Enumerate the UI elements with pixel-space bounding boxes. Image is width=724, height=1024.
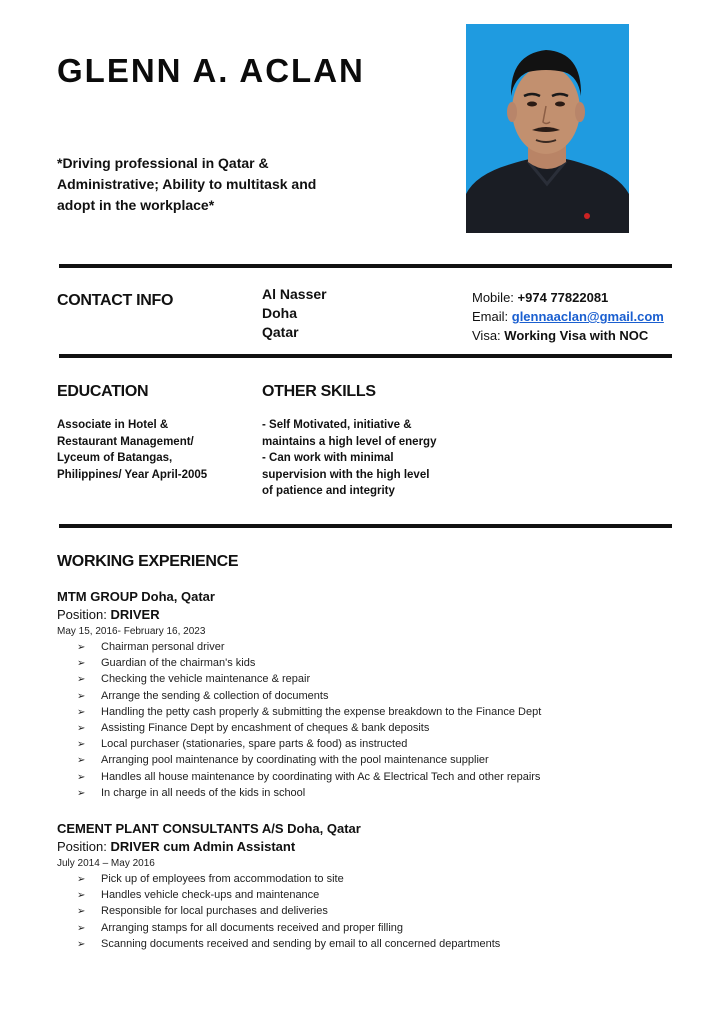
duty-text: Guardian of the chairman's kids [101,657,256,670]
arrow-bullet-icon: ➢ [77,706,86,718]
list-item [77,871,697,887]
arrow-bullet-icon: ➢ [77,938,86,950]
list-item [77,704,697,720]
arrow-bullet-icon: ➢ [77,771,86,783]
contact-title: CONTACT INFO [57,292,174,309]
list-item [77,688,697,704]
mobile-label: Mobile: [472,290,514,305]
email-link[interactable]: glennaaclan@gmail.com [511,309,664,324]
skills-details [262,417,462,500]
list-item [77,655,697,671]
list-item [77,903,697,919]
position-value: DRIVER [110,607,160,622]
list-item [77,752,697,768]
position-label: Position: [57,607,107,622]
duty-text: Arranging pool maintenance by coordinating with the pool maintenance supplier [101,754,489,767]
arrow-bullet-icon: ➢ [77,642,86,653]
position-value: DRIVER cum Admin Assistant [110,839,296,854]
skills-line: supervision with the high level [262,468,430,481]
duty-text: Handles all house maintenance by coordinating with Ac & Electrical Tech and other repairs [101,770,541,783]
skills-line: - Self Motivated, initiative & [262,419,412,431]
list-item [77,736,697,752]
arrow-bullet-icon: ➢ [77,755,86,767]
job-dates: May 15, 2016- February 16, 2023 [57,626,206,637]
divider [59,264,672,268]
arrow-bullet-icon: ➢ [77,722,86,734]
address-line: Al Nasser [262,286,327,302]
arrow-bullet-icon: ➢ [77,922,86,934]
duty-text: Handling the petty cash properly & submitting the expense breakdown to the Finance Dept [101,705,542,718]
list-item [77,887,697,903]
duty-text: Assisting Finance Dept by encashment of cheques & bank deposits [101,721,430,734]
address-line: Doha [262,305,297,321]
list-item [77,785,697,801]
skills-title: OTHER SKILLS [262,383,376,400]
arrow-bullet-icon: ➢ [77,658,86,670]
visa-row [472,326,664,345]
arrow-bullet-icon: ➢ [77,890,86,902]
job-position [57,607,160,622]
education-line: Restaurant Management/ [57,435,194,448]
skills-line: maintains a high level of energy [262,435,437,448]
profile-photo [466,24,629,233]
arrow-bullet-icon: ➢ [77,906,86,918]
list-item [77,920,697,936]
job-dates: July 2014 – May 2016 [57,858,155,869]
skills-line: of patience and integrity [262,485,395,497]
duty-text: Scanning documents received and sending by email to all concerned departments [101,937,501,950]
arrow-bullet-icon: ➢ [77,739,86,751]
education-line: Associate in Hotel & [57,419,169,431]
job-position [57,839,295,854]
duty-text: Responsible for local purchases and deliveries [101,905,328,918]
duty-text: Pick up of employees from accommodation to site [101,873,344,885]
duty-text: Local purchaser (stationaries, spare parts & food) as instructed [101,738,408,751]
person-portrait-icon [466,24,629,233]
email-row [472,307,664,326]
email-label: Email: [472,309,509,324]
contact-details [472,288,664,345]
tagline: *Driving professional in Qatar & Administrative; Ability to multitask and adopt in the workplace* [57,155,317,213]
duty-text: Arrange the sending & collection of documents [101,689,329,702]
list-item [77,671,697,687]
visa-value: Working Visa with NOC [504,328,649,343]
experience-title: WORKING EXPERIENCE [57,553,239,570]
duties-list [77,639,697,801]
divider [59,354,672,358]
arrow-bullet-icon: ➢ [77,674,86,686]
list-item [77,936,697,952]
skills-line: - Can work with minimal [262,452,394,464]
address [262,285,327,342]
address-line: Qatar [262,324,299,340]
job-company: MTM GROUP Doha, Qatar [57,589,215,604]
visa-label: Visa: [472,328,501,343]
education-line: Lyceum of Batangas, [57,452,173,464]
candidate-name: GLENN A. ACLAN [57,52,365,89]
position-label: Position: [57,839,107,854]
education-line: Philippines/ Year April-2005 [57,468,208,481]
duty-text: Arranging stamps for all documents received and proper filling [101,921,404,934]
education-title: EDUCATION [57,383,149,400]
list-item [77,639,697,655]
duty-text: Chairman personal driver [101,641,225,653]
arrow-bullet-icon: ➢ [77,690,86,702]
mobile-row [472,288,664,307]
duty-text: Handles vehicle check-ups and maintenance [101,889,320,902]
education-details [57,417,242,483]
divider [59,524,672,528]
arrow-bullet-icon: ➢ [77,874,86,885]
duty-text: Checking the vehicle maintenance & repair [101,673,311,686]
arrow-bullet-icon: ➢ [77,787,86,799]
duties-list [77,871,697,952]
job-company: CEMENT PLANT CONSULTANTS A/S Doha, Qatar [57,821,361,836]
list-item [77,720,697,736]
duty-text: In charge in all needs of the kids in school [101,786,306,799]
list-item [77,769,697,785]
mobile-value: +974 77822081 [517,290,609,305]
